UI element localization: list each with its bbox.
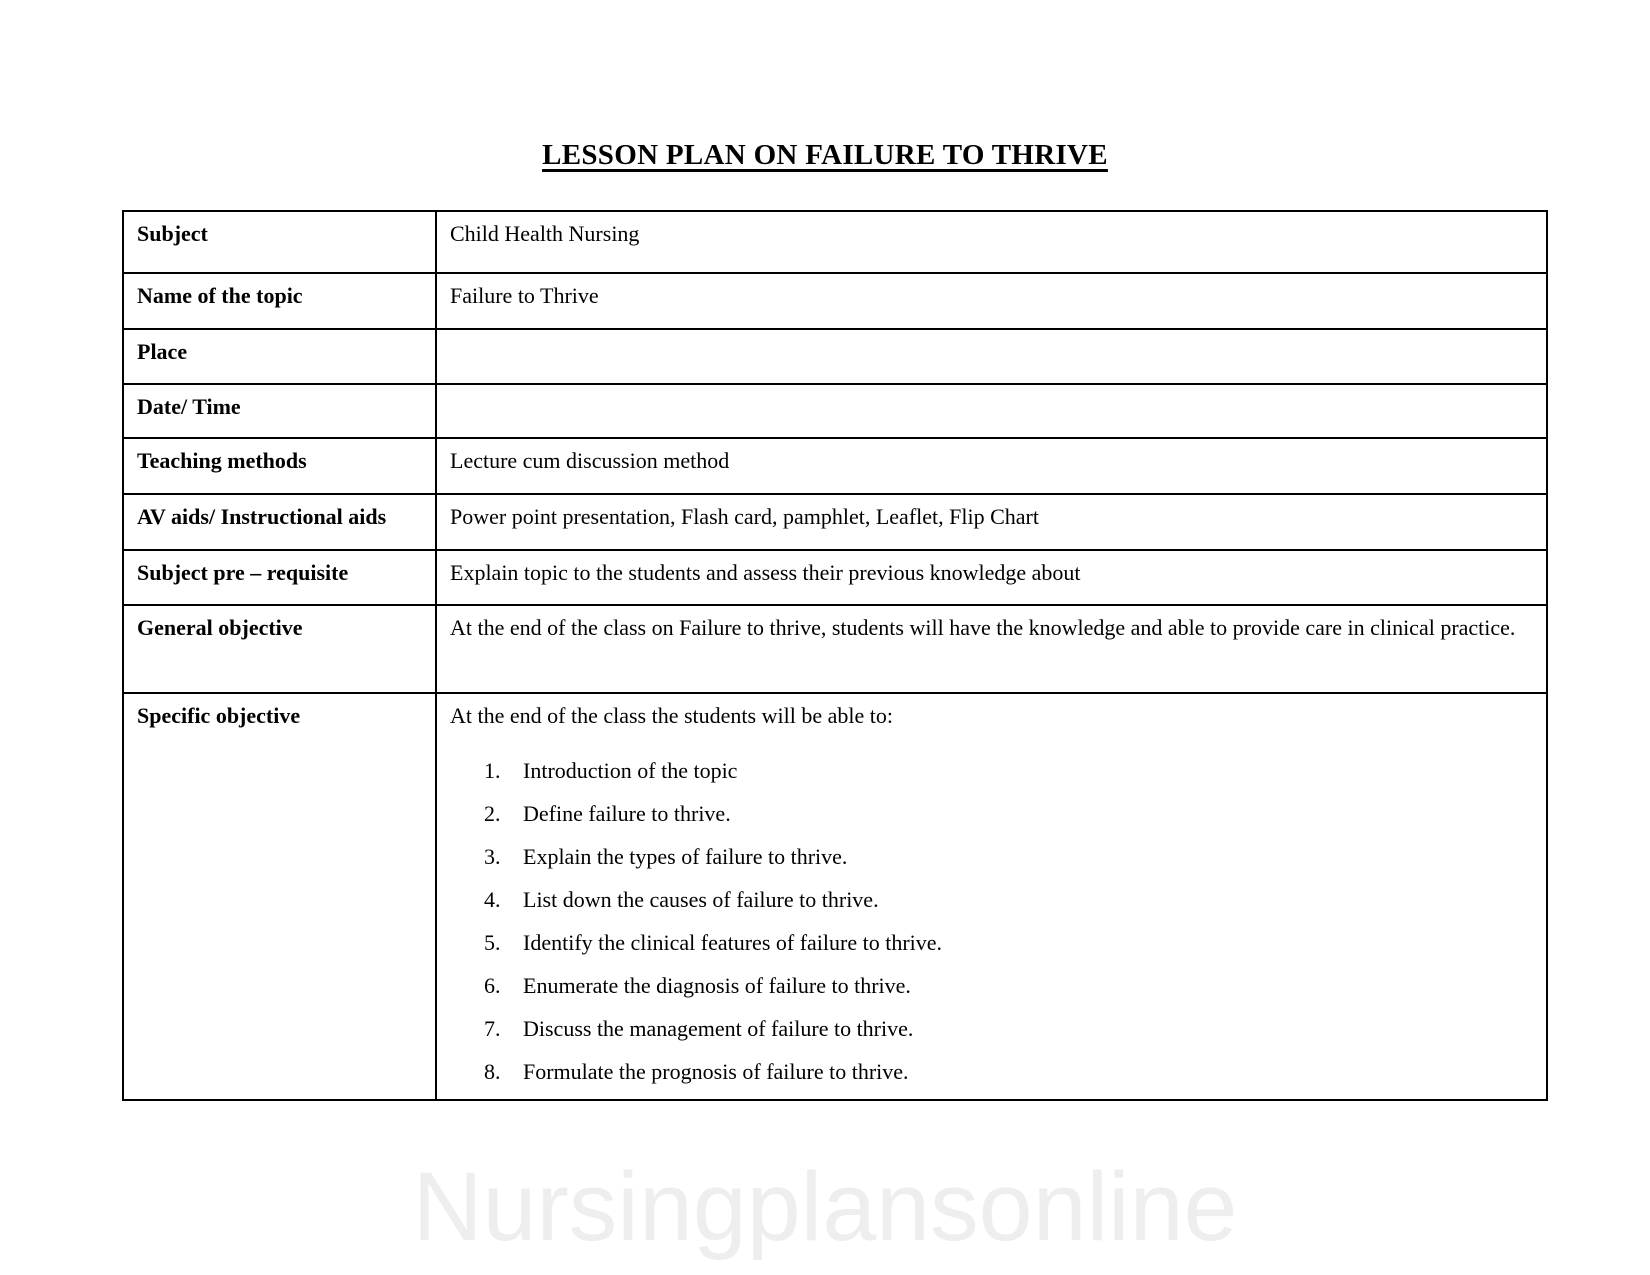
- row-value: Lecture cum discussion method: [436, 438, 1547, 494]
- list-item: [450, 921, 1534, 964]
- list-item: [450, 964, 1534, 1007]
- row-value: [436, 384, 1547, 438]
- list-item-number: 7.: [484, 1016, 501, 1041]
- table-row-date-time: [123, 384, 1547, 438]
- list-item-number: 2.: [484, 801, 501, 826]
- row-value: Explain topic to the students and assess their previous knowledge about: [436, 550, 1547, 605]
- row-label: Date/ Time: [123, 384, 436, 438]
- list-item: [450, 1007, 1534, 1050]
- list-item: [450, 749, 1534, 792]
- list-item-number: 6.: [484, 973, 501, 998]
- specific-objective-intro: At the end of the class the students will be able to:: [450, 703, 893, 728]
- watermark: Nursingplansonline: [412, 1152, 1238, 1261]
- list-item: [450, 878, 1534, 921]
- list-item-text: Discuss the management of failure to thrive.: [523, 1016, 914, 1041]
- general-objective-text: At the end of the class on Failure to thrive, students will have the knowledge and able to provide care in clinical practice.: [450, 615, 1516, 640]
- specific-objectives-list: [450, 749, 1534, 1093]
- list-item-number: 3.: [484, 844, 501, 869]
- row-label: General objective: [123, 605, 436, 693]
- list-item-number: 1.: [484, 758, 501, 783]
- list-item-number: 8.: [484, 1059, 501, 1084]
- row-label: AV aids/ Instructional aids: [123, 494, 436, 550]
- row-value: Failure to Thrive: [436, 273, 1547, 329]
- row-value: [436, 329, 1547, 384]
- list-item: [450, 792, 1534, 835]
- row-label: Teaching methods: [123, 438, 436, 494]
- row-label: Subject pre – requisite: [123, 550, 436, 605]
- list-item: [450, 835, 1534, 878]
- row-value: Power point presentation, Flash card, pamphlet, Leaflet, Flip Chart: [436, 494, 1547, 550]
- list-item-text: Define failure to thrive.: [523, 801, 731, 826]
- table-row-topic: [123, 273, 1547, 329]
- row-value: Child Health Nursing: [436, 211, 1547, 273]
- list-item-text: Enumerate the diagnosis of failure to thrive.: [523, 973, 911, 998]
- list-item-text: Identify the clinical features of failure to thrive.: [523, 930, 943, 955]
- row-label: Name of the topic: [123, 273, 436, 329]
- table-row-pre-requisite: [123, 550, 1547, 605]
- row-label: Subject: [123, 211, 436, 273]
- table-row-subject: [123, 211, 1547, 273]
- list-item-text: Formulate the prognosis of failure to thrive.: [523, 1059, 909, 1084]
- row-label: Specific objective: [123, 693, 436, 1100]
- list-item-text: Introduction of the topic: [523, 758, 738, 783]
- lesson-plan-table: [122, 210, 1548, 1101]
- list-item-text: List down the causes of failure to thrive.: [523, 887, 879, 912]
- table-row-av-aids: [123, 494, 1547, 550]
- table-row-teaching-methods: [123, 438, 1547, 494]
- table-row-specific-objective: [123, 693, 1547, 1100]
- list-item-text: Explain the types of failure to thrive.: [523, 844, 848, 869]
- row-label: Place: [123, 329, 436, 384]
- page-title: LESSON PLAN ON FAILURE TO THRIVE: [542, 139, 1108, 171]
- table-row-place: [123, 329, 1547, 384]
- list-item-number: 5.: [484, 930, 501, 955]
- table-row-general-objective: [123, 605, 1547, 693]
- list-item-number: 4.: [484, 887, 501, 912]
- list-item: [450, 1050, 1534, 1093]
